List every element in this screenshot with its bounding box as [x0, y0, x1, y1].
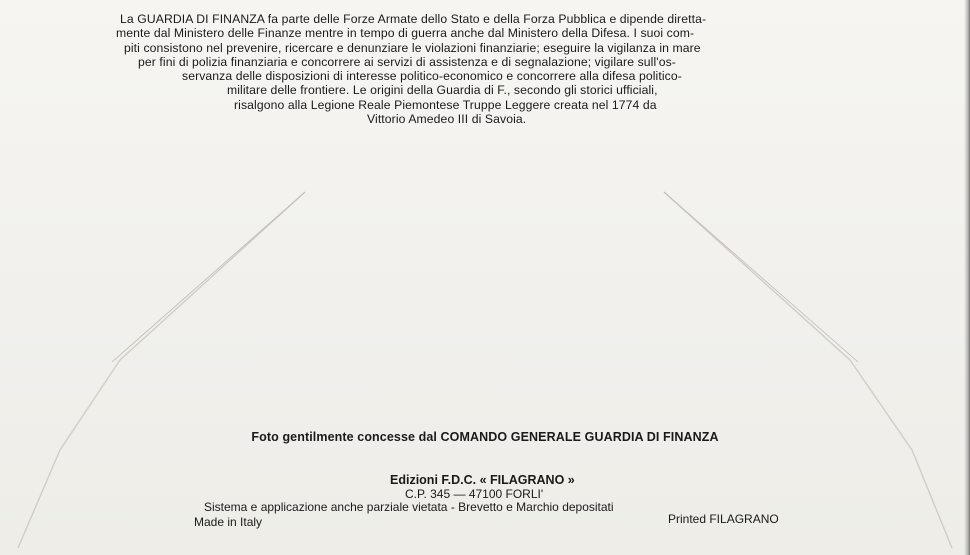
history-line: risalgono alla Legione Reale Piemontese Truppe Leggere creata nel 1774 da: [234, 97, 657, 112]
history-line: Vittorio Amedeo III di Savoia.: [367, 112, 527, 127]
publisher-name: Edizioni F.D.C. « FILAGRANO »: [390, 473, 575, 487]
history-line: piti consistono nel prevenire, ricercare e denunziare le violazioni finanziarie; eseguire la vigilanza in mare: [124, 40, 701, 55]
history-line: mente dal Ministero delle Finanze mentre in tempo di guerra anche dal Ministero della Difesa. I suoi com-: [116, 26, 695, 41]
history-line: per fini di polizia finanziaria e concorrere ai servizi di assistenza e di segnalazione; vigilare sull'os-: [138, 54, 676, 69]
right-flap-edge: [664, 192, 858, 362]
history-line: La GUARDIA DI FINANZA fa parte delle Forze Armate dello Stato e della Forza Pubblica e dipende diretta-: [120, 12, 707, 26]
left-flap-fold: [18, 192, 305, 548]
scan-edge-shadow: [964, 0, 970, 555]
history-text: [112, 12, 872, 126]
right-flap-fold: [664, 192, 952, 548]
left-flap-edge: [112, 192, 305, 362]
patent-notice: Sistema e applicazione anche parziale vietata - Brevetto e Marchio depositati: [204, 500, 614, 514]
printed-by-label: Printed FILAGRANO: [668, 512, 779, 526]
history-line: servanza delle disposizioni di interesse politico-economico e concorrere alla difesa politico-: [182, 69, 682, 84]
publisher-address: C.P. 345 — 47100 FORLI': [405, 487, 544, 501]
made-in-label: Made in Italy: [194, 515, 263, 529]
photo-credit: Foto gentilmente concesse dal COMANDO GENERALE GUARDIA DI FINANZA: [251, 430, 719, 444]
history-line: militare delle frontiere. Le origini della Guardia di F., secondo gli storici ufficiali,: [227, 83, 658, 98]
